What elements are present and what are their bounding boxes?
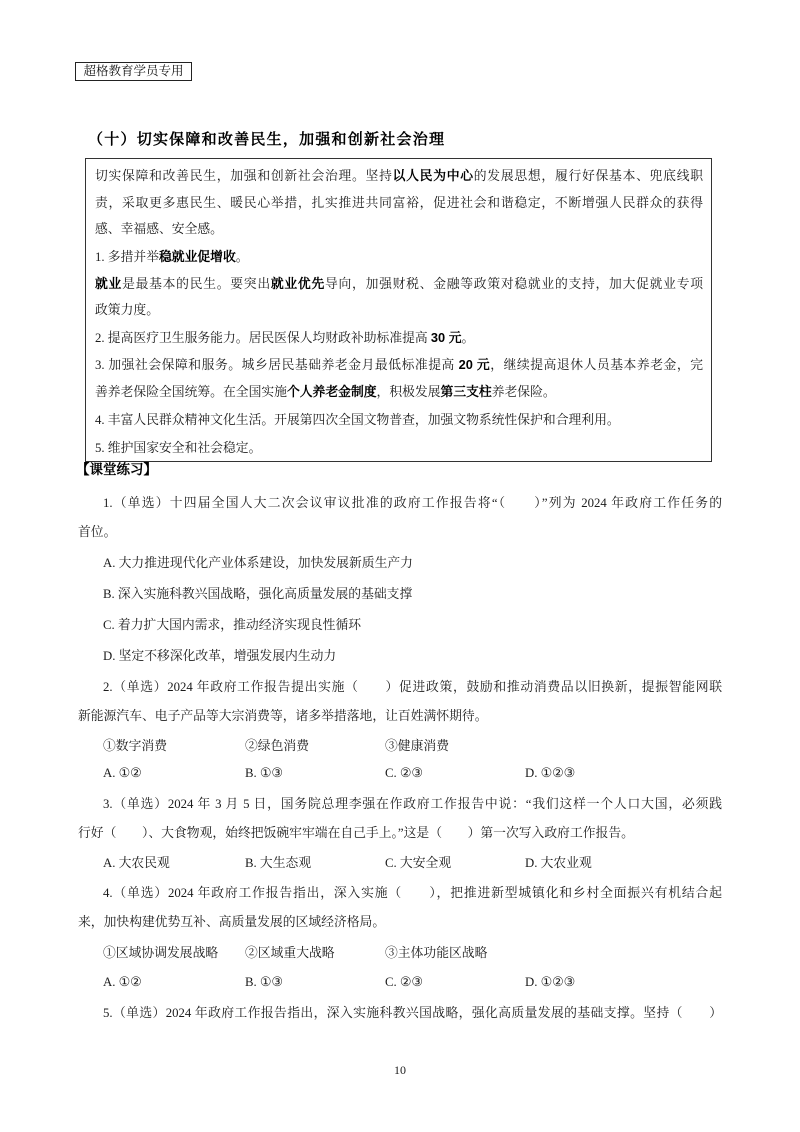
point-text: ，继续提高退休人员基本养老金，完	[490, 358, 703, 372]
question-stem-line: 行好（ ）、大食物观，始终把饭碗牢牢端在自己手上。”这是（ ）第一次写入政府工作报告。	[78, 826, 634, 840]
point-1-line-2: 政策力度。	[95, 303, 159, 317]
point-text: ，积极发展	[376, 385, 441, 399]
point-text: 。	[461, 331, 475, 345]
option-a: A. 大力推进现代化产业体系建设，加快发展新质生产力	[103, 556, 413, 570]
bold-keyword: 就业	[95, 276, 123, 291]
bold-keyword: 30 元	[430, 330, 462, 345]
point-text: 。	[235, 250, 249, 264]
bold-keyword: 就业优先	[270, 276, 325, 291]
page-number: 10	[394, 1063, 406, 1077]
summary-text: 的发展思想，履行好保基本、兜底线职	[473, 169, 704, 183]
question-stem-line: 3.（单选）2024 年 3 月 5 日，国务院总理李强在作政府工作报告中说：“我们这样一个人口大国，必须践	[103, 797, 722, 811]
point-text: 2. 提高医疗卫生服务能力。居民医保人均财政补助标准提高	[95, 331, 431, 345]
question-stem-line: 首位。	[78, 525, 117, 539]
bold-keyword: 个人养老金制度	[286, 384, 377, 399]
question-stem-line: 来，加快构建优势互补、高质量发展的区域经济格局。	[78, 915, 386, 929]
header-tag: 超格教育学员专用	[75, 62, 192, 81]
point-text: 导向，加强财税、金融等政策对稳就业的支持，加大促就业专项	[324, 277, 704, 291]
question-stem-line: 5.（单选）2024 年政府工作报告指出，深入实施科教兴国战略，强化高质量发展的基础支撑。坚持（ ）	[103, 1006, 722, 1020]
point-text: 1. 多措并举	[95, 250, 159, 264]
point-1-line-1	[95, 274, 703, 294]
option-a: A. ①②	[103, 975, 142, 989]
summary-intro-line-1	[95, 166, 703, 186]
option-c: C. 大安全观	[385, 856, 452, 870]
point-3-line-2	[95, 382, 703, 402]
statement-1: ①数字消费	[103, 739, 167, 753]
section-title: （十）切实保障和改善民生，加强和创新社会治理	[88, 131, 444, 148]
statement-3: ③主体功能区战略	[385, 946, 488, 960]
option-b: B. ①③	[245, 975, 283, 989]
bold-keyword: 第三支柱	[440, 384, 492, 399]
point-4-line-1: 4. 丰富人民群众精神文化生活。开展第四次全国文物普查，加强文物系统性保护和合理利用。	[95, 413, 620, 427]
statement-2: ②绿色消费	[245, 739, 309, 753]
point-2-line-1	[95, 328, 703, 348]
option-d: D. ①②③	[525, 766, 576, 780]
summary-intro-line-2: 责，采取更多惠民生、暖民心举措，扎实推进共同富裕，促进社会和谐稳定，不断增强人民群众的获得	[95, 196, 703, 210]
question-stem-line: 4.（单选）2024 年政府工作报告指出，深入实施（ ），把推进新型城镇化和乡村全面振兴有机结合起	[103, 886, 722, 900]
point-text: 善养老保险全国统筹。在全国实施	[95, 385, 287, 399]
summary-box	[85, 158, 712, 462]
option-d: D. 坚定不移深化改革，增强发展内生动力	[103, 649, 337, 663]
question-stem-line: 2.（单选）2024 年政府工作报告提出实施（ ）促进政策，鼓励和推动消费品以旧换新，提振智能网联	[103, 680, 722, 694]
option-c: C. 着力扩大国内需求，推动经济实现良性循环	[103, 618, 362, 632]
summary-text: 切实保障和改善民生，加强和创新社会治理。坚持	[95, 169, 393, 183]
option-b: B. 大生态观	[245, 856, 312, 870]
point-text: 3. 加强社会保障和服务。城乡居民基础养老金月最低标准提高	[95, 358, 459, 372]
option-d: D. 大农业观	[525, 856, 592, 870]
point-5-line-1: 5. 维护国家安全和社会稳定。	[95, 441, 262, 455]
option-c: C. ②③	[385, 766, 423, 780]
statement-3: ③健康消费	[385, 739, 449, 753]
practice-heading: 【课堂练习】	[76, 462, 157, 477]
option-c: C. ②③	[385, 975, 423, 989]
point-text: 是最基本的民生。要突出	[122, 277, 271, 291]
option-a: A. ①②	[103, 766, 142, 780]
point-3-line-1	[95, 355, 703, 375]
summary-intro-line-3: 感、幸福感、安全感。	[95, 222, 223, 236]
bold-keyword: 以人民为中心	[392, 168, 474, 183]
point-text: 养老保险。	[491, 385, 556, 399]
option-b: B. ①③	[245, 766, 283, 780]
question-stem-line: 新能源汽车、电子产品等大宗消费等，诸多举措落地，让百姓满怀期待。	[78, 709, 488, 723]
bold-keyword: 20 元	[458, 357, 491, 372]
point-1-heading	[95, 247, 703, 267]
option-b: B. 深入实施科教兴国战略，强化高质量发展的基础支撑	[103, 587, 413, 601]
bold-keyword: 稳就业促增收	[158, 249, 236, 264]
option-d: D. ①②③	[525, 975, 576, 989]
option-a: A. 大农民观	[103, 856, 170, 870]
statement-1: ①区域协调发展战略	[103, 946, 219, 960]
question-stem-line: 1.（单选）十四届全国人大二次会议审议批准的政府工作报告将“（ ）”列为 2024 年政府工作任务的	[103, 496, 722, 510]
statement-2: ②区域重大战略	[245, 946, 335, 960]
